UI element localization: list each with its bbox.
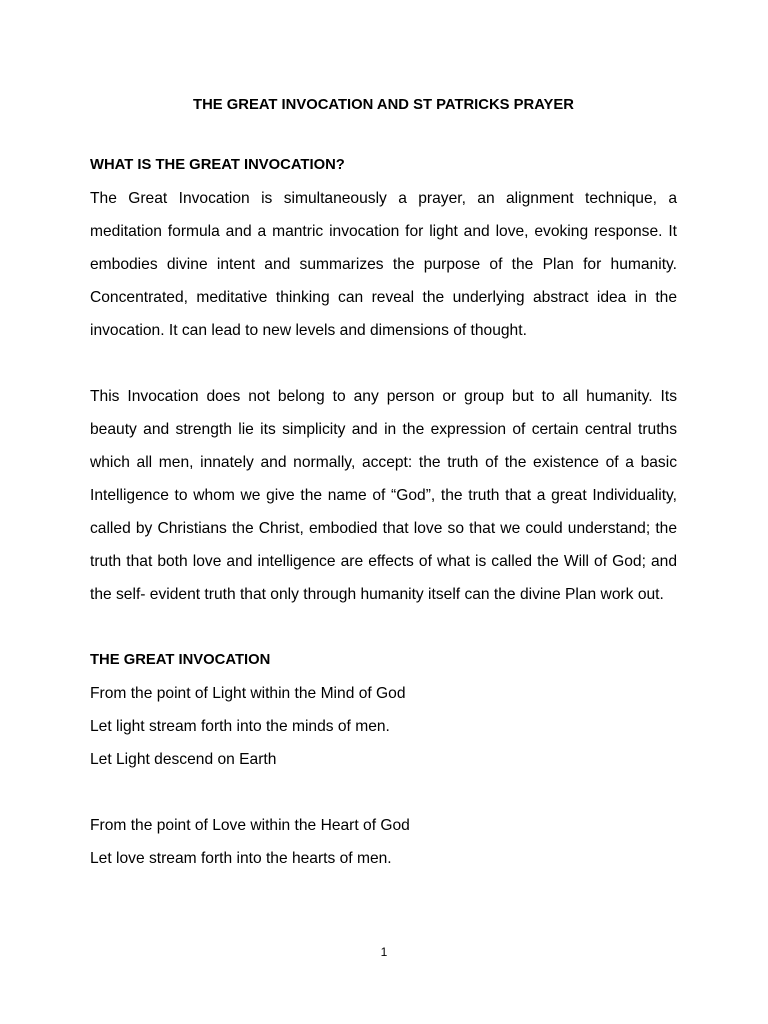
invocation-stanza-light <box>90 677 677 776</box>
section-heading-great-invocation: THE GREAT INVOCATION <box>90 652 271 668</box>
document-title: THE GREAT INVOCATION AND ST PATRICKS PRAYER <box>193 97 574 113</box>
page-number: 1 <box>380 945 388 959</box>
verse-line: From the point of Light within the Mind of God <box>90 685 406 702</box>
stanza-spacer <box>90 776 677 809</box>
invocation-stanza-love <box>90 809 677 875</box>
verse-line: Let Light descend on Earth <box>90 751 277 768</box>
paragraph-spacer <box>90 347 677 380</box>
section-heading-what-is: WHAT IS THE GREAT INVOCATION? <box>90 157 345 173</box>
verse-line: Let light stream forth into the minds of men. <box>90 718 390 735</box>
verse-line: Let love stream forth into the hearts of men. <box>90 850 392 867</box>
paragraph-spacer <box>90 611 677 644</box>
document-body <box>90 94 677 875</box>
verse-line: From the point of Love within the Heart of God <box>90 817 410 834</box>
paragraph-belongs-to-humanity: This Invocation does not belong to any person or group but to all humanity. Its beauty and strength lie its simplicity and in the expression of certain central truths which all men, innately and normally, accept: the truth of the existence of a basic Intelligence to whom we give the name of “God”, the truth that a great Individuality, called by Christians the Christ, embodied that love so that we could understand; the truth that both love and intelligence are effects of what is called the Will of God; and the self- evident truth that only through humanity itself can the divine Plan work out. <box>90 388 677 603</box>
paragraph-description: The Great Invocation is simultaneously a prayer, an alignment technique, a meditation formula and a mantric invocation for light and love, evoking response. It embodies divine intent and summarizes the purpose of the Plan for humanity. Concentrated, meditative thinking can reveal the underlying abstract idea in the invocation. It can lead to new levels and dimensions of thought. <box>90 190 677 339</box>
